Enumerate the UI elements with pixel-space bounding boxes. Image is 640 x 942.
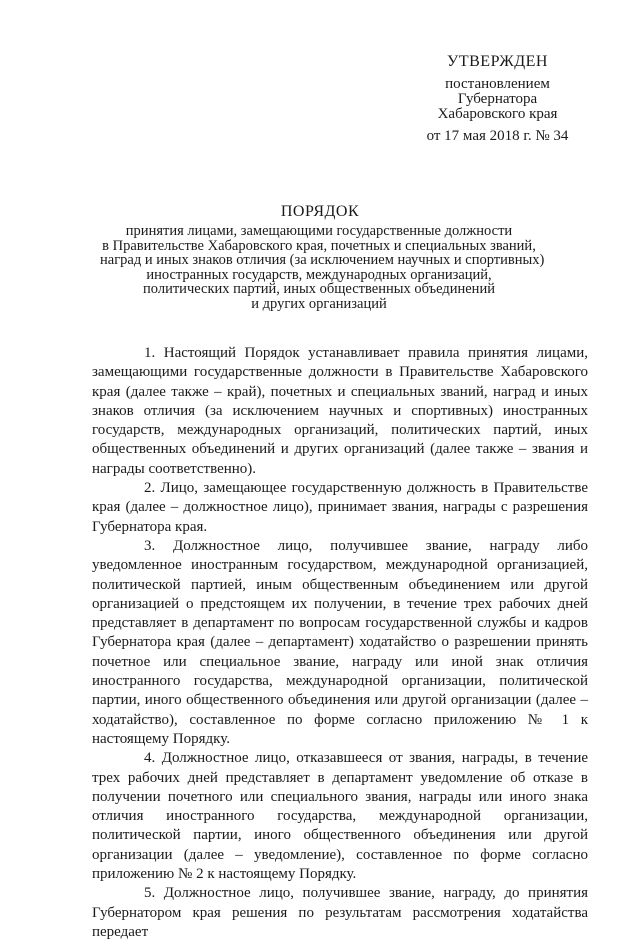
approval-line: Хабаровского края [437, 106, 558, 122]
paragraph-4: 4. Должностное лицо, отказавшееся от звания, награды, в течение трех рабочих дней представляет в департамент уведомление об отказе в получении почетного или специального звания, награды или иного знака отличия иностранного государства, международной организации, политической партии, иного общественного объединения или другой организации (далее – уведомление), составленное по форме согласно приложению № 2 к настоящему Порядку. [92, 750, 588, 883]
paragraph-2: 2. Лицо, замещающее государственную должность в Правительстве края (далее – должностное лицо), принимает звания, награды с разрешения Губернатора края. [92, 480, 588, 535]
subtitle-line: принятия лицами, замещающими государственные должности [125, 223, 513, 239]
paragraph-5: 5. Должностное лицо, получившее звание, награду, до принятия Губернатором края решения по результатам рассмотрения ходатайства передает [92, 885, 588, 940]
subtitle-line: наград и иных знаков отличия (за исключением научных и спортивных) [100, 252, 545, 268]
document-body [92, 344, 588, 942]
approval-block [405, 54, 590, 144]
approval-line: постановлением [445, 76, 550, 92]
approval-date: от 17 мая 2018 г. № 34 [426, 128, 569, 144]
approval-stamp: УТВЕРЖДЕН [447, 53, 548, 70]
paragraph-1: 1. Настоящий Порядок устанавливает правила принятия лицами, замещающими государственные должности в Правительстве Хабаровского края (далее также – край), почетных и специальных званий, наград и иных знаков отличия (за исключением научных и спортивных) иностранных государств, международных организаций, политических партий, иных общественных объединений и других организаций (далее также – звания и награды соответственно). [92, 345, 588, 477]
subtitle-line: политических партий, иных общественных объединений [143, 281, 495, 297]
subtitle-line: иностранных государств, международных организаций, [146, 266, 492, 283]
subtitle-line: и других организаций [251, 295, 387, 312]
approval-line: Губернатора [457, 91, 538, 107]
subtitle-line: в Правительстве Хабаровского края, почетных и специальных званий, [102, 237, 536, 254]
document-title: ПОРЯДОК [280, 203, 360, 220]
document-subtitle [100, 223, 545, 312]
paragraph-3: 3. Должностное лицо, получившее звание, награду либо уведомленное иностранным государством, международной организацией, политической партией, иным общественным объединением или другой организацией о предстоящем их получении, в течение трех рабочих дней представляет в департамент по вопросам государственной службы и кадров Губернатора края (далее – департамент) ходатайство о разрешении принять почетное или специальное звание, награду или иной знак отличия иностранного государства, международной организации, политической партии, иного общественного объединения или другой организации (далее – ходатайство), составленное по форме согласно приложению № 1 к настоящему Порядку. [92, 537, 588, 747]
